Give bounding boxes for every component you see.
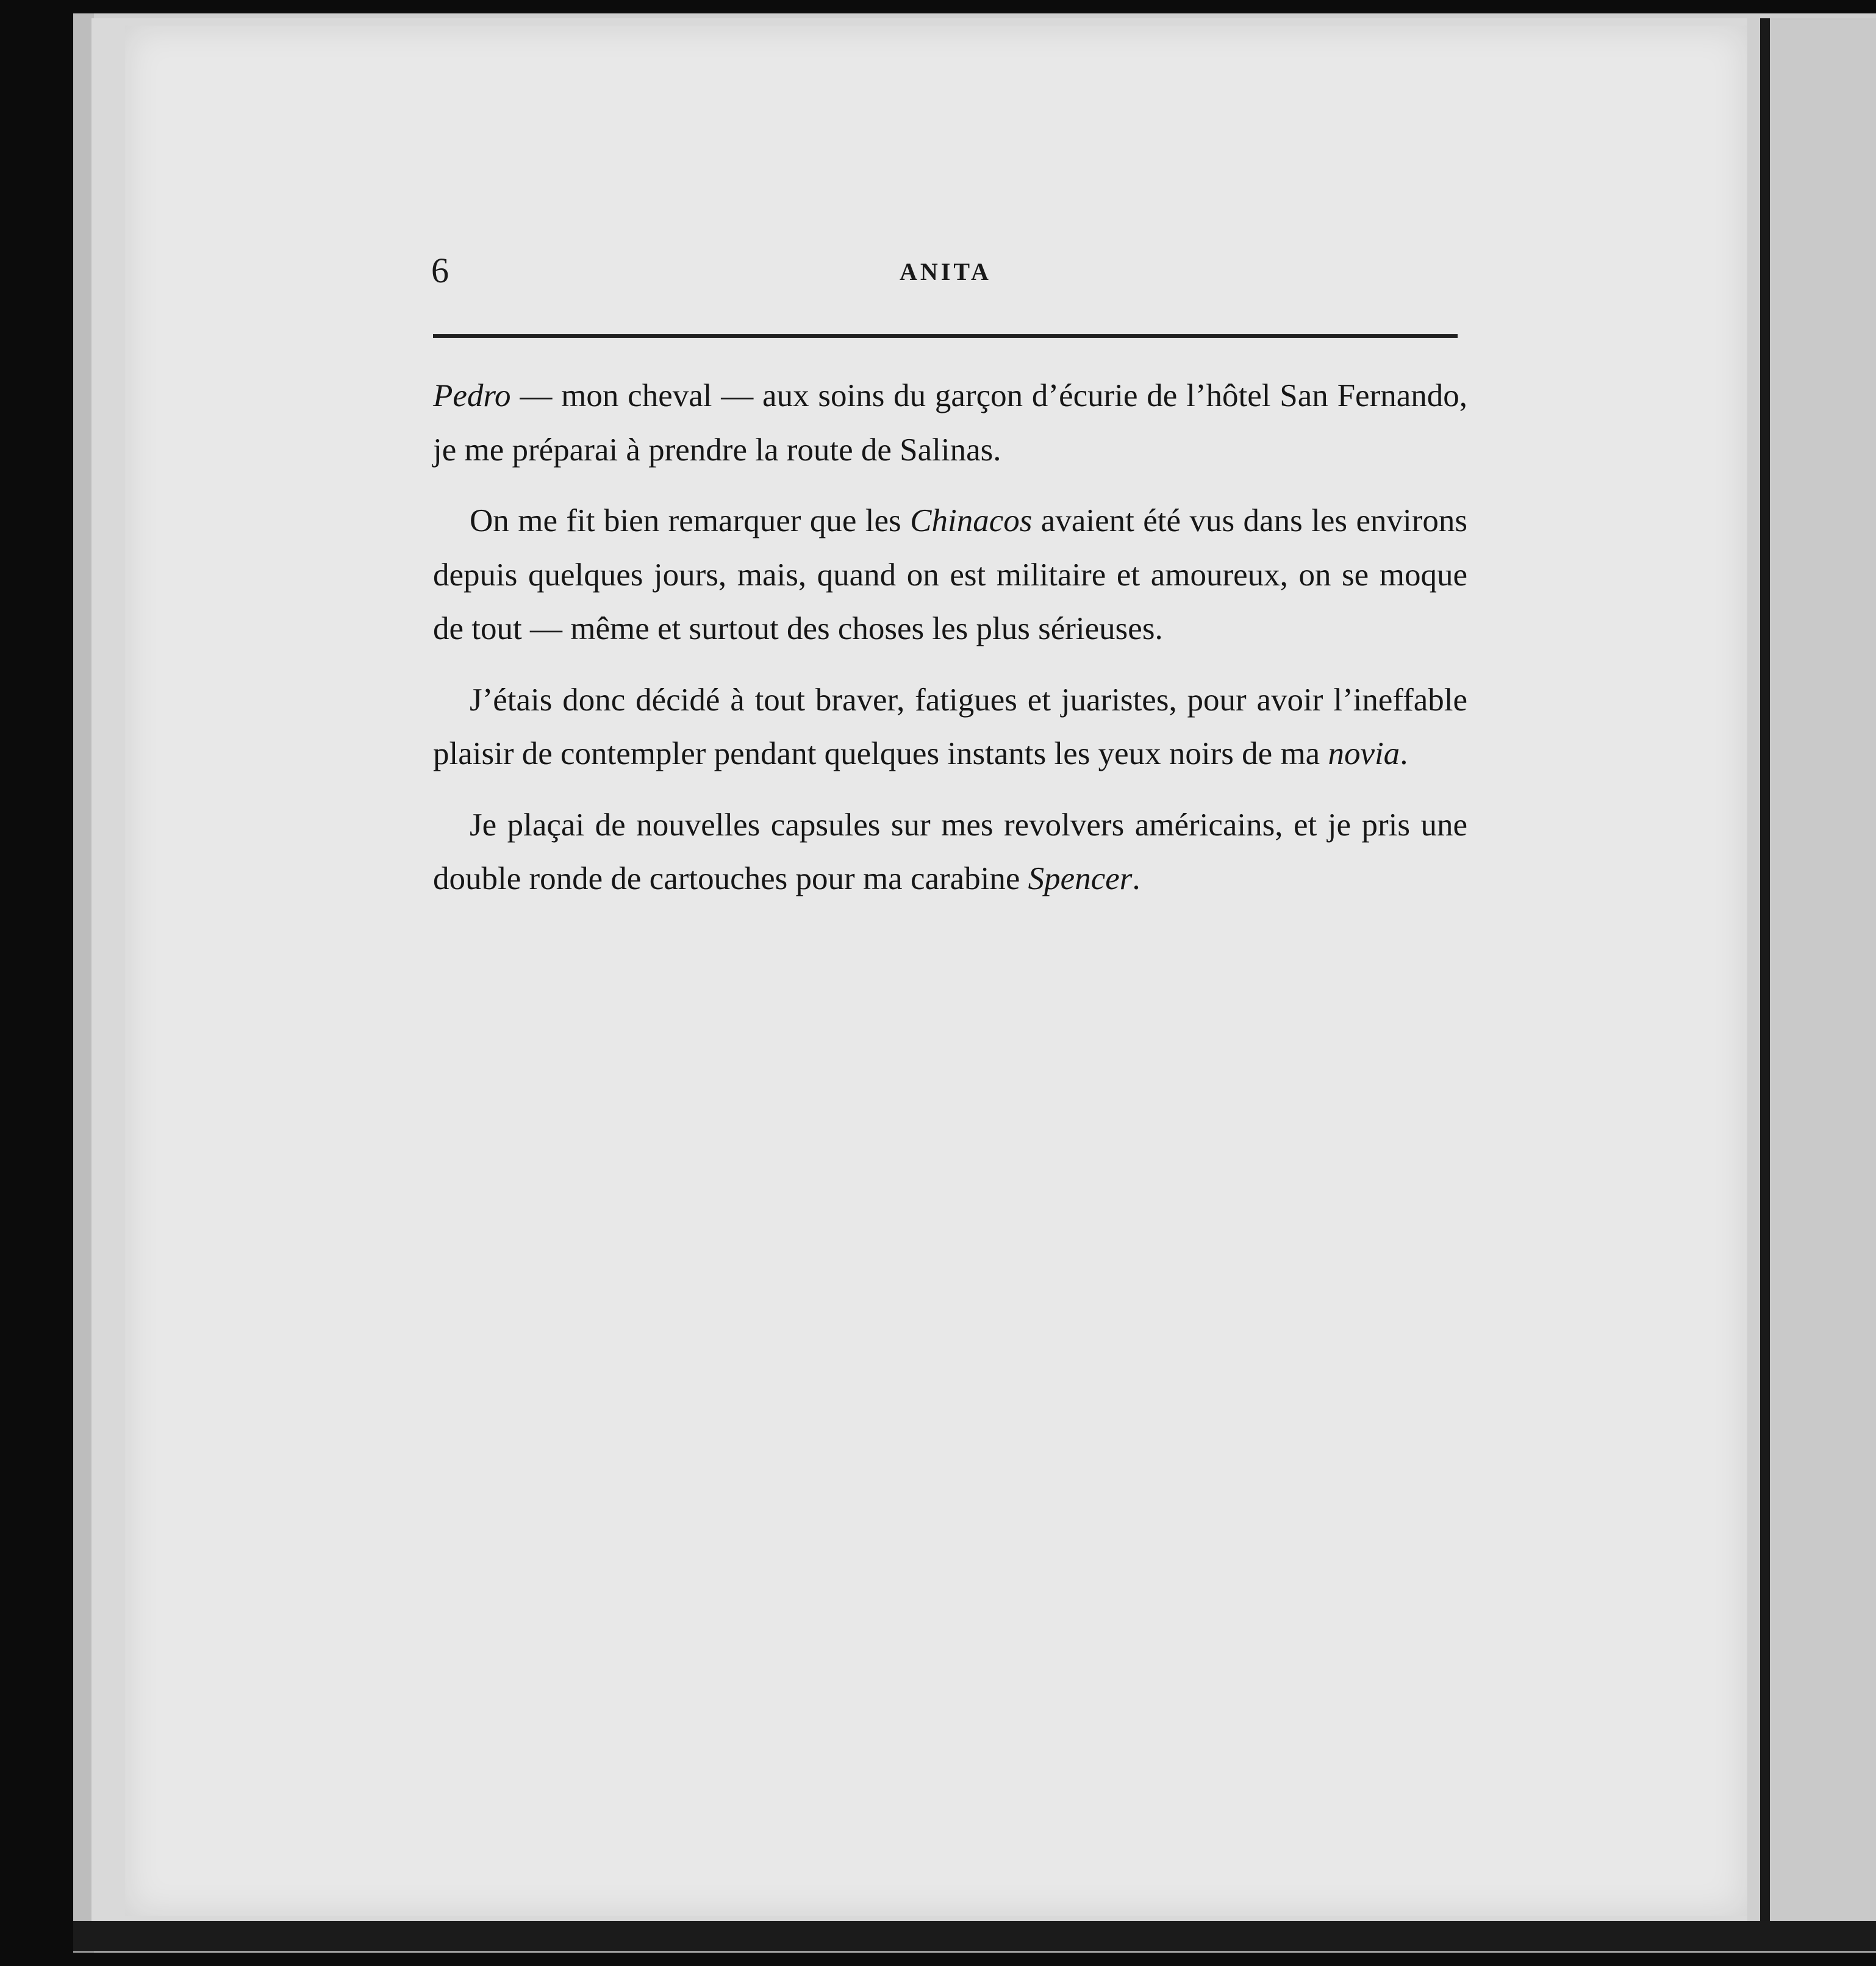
paragraph-text: On me fit bien remarquer que les (470, 503, 911, 538)
italic-word: Chinacos (910, 503, 1033, 538)
paragraph-text: J’étais donc décidé à tout braver, fatigues et juaristes, pour avoir l’ineffable plaisir de contempler pendant quelques instants les yeux noirs de ma (433, 682, 1467, 771)
header-rule (433, 334, 1458, 338)
left-page-edge (73, 13, 94, 1953)
italic-word: novia (1328, 736, 1400, 771)
paragraph-text: avaient été vus dans les environs depuis quelques jours, mais, quand on est militaire et amoureux, on se moque de tout — même et surtout des choses les plus sérieuses. (433, 503, 1467, 646)
paragraph-1 (433, 369, 1467, 477)
paragraph-text: — mon cheval — aux soins du garçon d’écurie de l’hôtel San Fernando, je me préparai à prendre la route de Salinas. (433, 378, 1467, 468)
paragraph-4 (433, 798, 1467, 906)
binding-line (1760, 18, 1770, 1951)
bottom-edge (73, 1921, 1876, 1951)
paragraph-text: . (1132, 861, 1140, 896)
page-number: 6 (431, 251, 449, 290)
right-page-edge (1770, 18, 1876, 1951)
italic-word: Pedro (433, 378, 511, 413)
body-text (433, 369, 1467, 923)
running-title: ANITA (900, 258, 992, 285)
paragraph-2 (433, 494, 1467, 656)
paragraph-text: . (1400, 736, 1408, 771)
italic-word: Spencer (1028, 861, 1133, 896)
paragraph-3 (433, 673, 1467, 781)
book-page (125, 26, 1747, 1916)
paragraph-text: Je plaçai de nouvelles capsules sur mes revolvers américains, et je pris une double ronde de cartouches pour ma carabine (433, 807, 1467, 896)
